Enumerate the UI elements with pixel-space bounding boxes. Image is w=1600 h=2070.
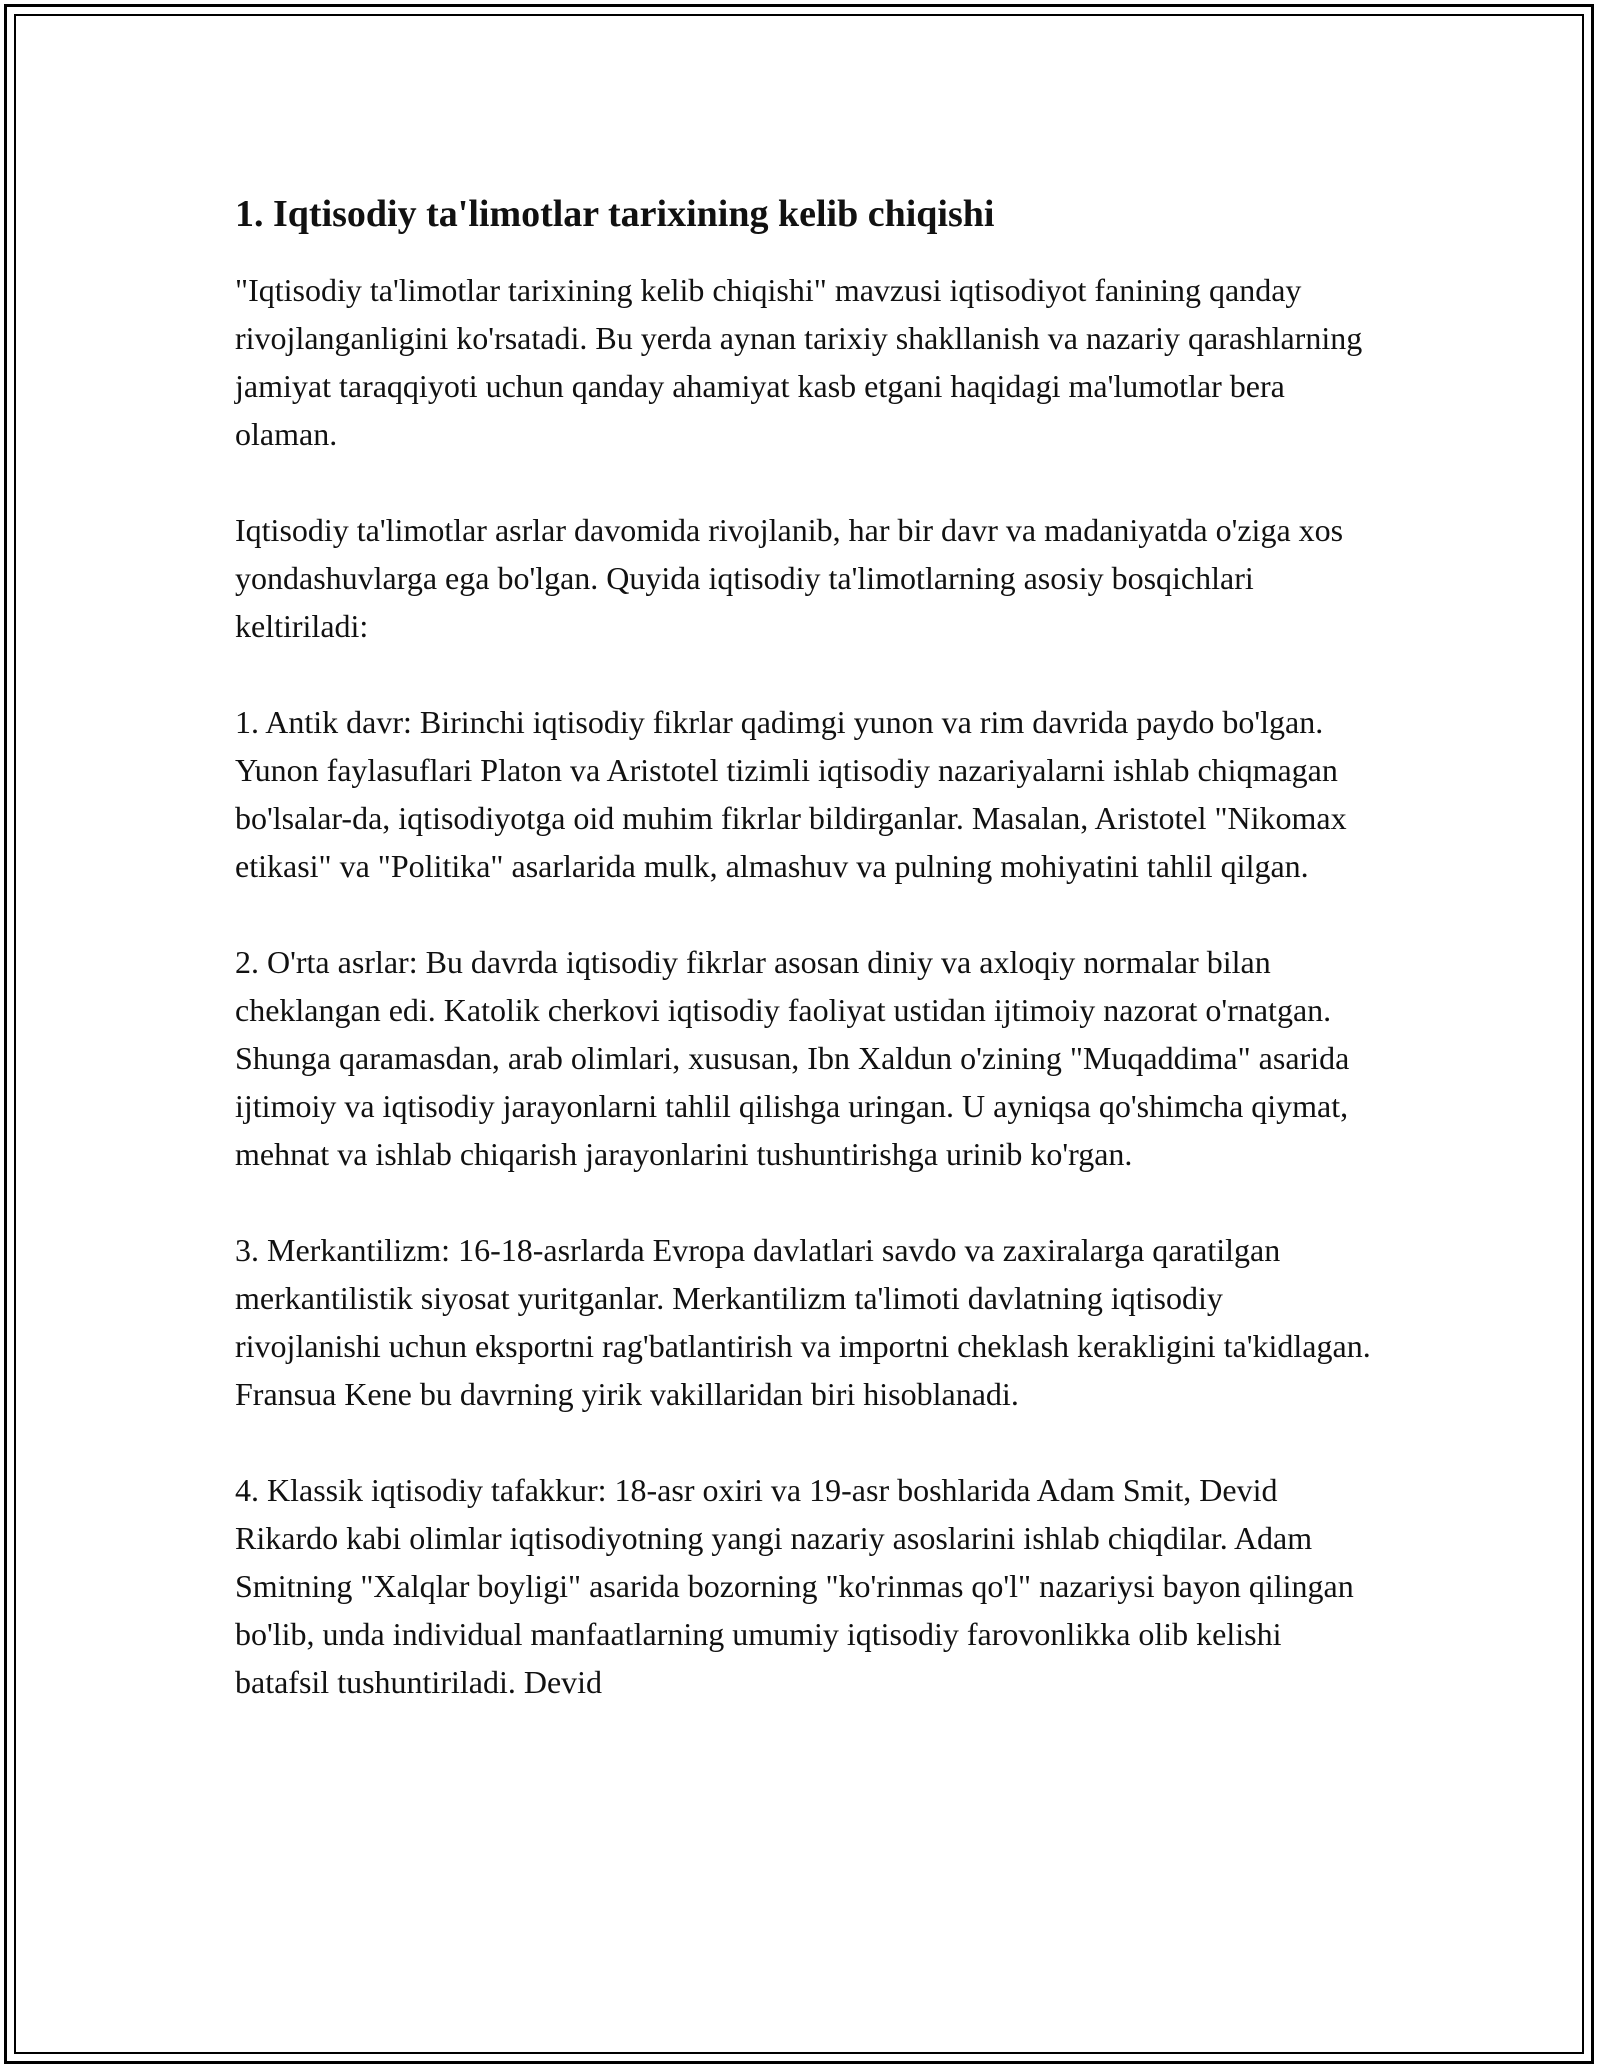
paragraph-classical: 4. Klassik iqtisodiy tafakkur: 18-asr oxiri va 19-asr boshlarida Adam Smit, Devid Rikardo kabi olimlar iqtisodiyotning yangi nazariy asoslarini ishlab chiqdilar. Adam Smitning "Xalqlar boyligi" asarida bozorning "ko'rinmas qo'l" nazariysi bayon qilingan bo'lib, unda individual manfaatlarning umumiy iqtisodiy farovonlikka olib kelishi batafsil tushuntiriladi. Devid (235, 1472, 1354, 1700)
paragraph-intro: "Iqtisodiy ta'limotlar tarixining kelib chiqishi" mavzusi iqtisodiyot fanining qanday rivojlanganligini ko'rsatadi. Bu yerda aynan tarixiy shakllanish va nazariy qarashlarning jamiyat taraqqiyoti uchun qanday ahamiyat kasb etgani haqidagi ma'lumotlar bera olaman. (235, 272, 1363, 452)
document-body (235, 188, 1375, 1706)
paragraph-middle-ages: 2. O'rta asrlar: Bu davrda iqtisodiy fikrlar asosan diniy va axloqiy normalar bilan cheklangan edi. Katolik cherkovi iqtisodiy faoliyat ustidan ijtimoiy nazorat o'rnatgan. Shunga qaramasdan, arab olimlari, xususan, Ibn Xaldun o'zining "Muqaddima" asarida ijtimoiy va iqtisodiy jarayonlarni tahlil qilishga uringan. U ayniqsa qo'shimcha qiymat, mehnat va ishlab chiqarish jarayonlarini tushuntirishga urinib ko'rgan. (235, 944, 1350, 1172)
paragraph-overview: Iqtisodiy ta'limotlar asrlar davomida rivojlanib, har bir davr va madaniyatda o'ziga xos yondashuvlarga ega bo'lgan. Quyida iqtisodiy ta'limotlarning asosiy bosqichlari keltiriladi: (235, 512, 1344, 644)
paragraph-antiquity: 1. Antik davr: Birinchi iqtisodiy fikrlar qadimgi yunon va rim davrida paydo bo'lgan. Yunon faylasuflari Platon va Aristotel tizimli iqtisodiy nazariyalarni ishlab chiqmagan bo'lsalar-da, iqtisodiyotga oid muhim fikrlar bildirganlar. Masalan, Aristotel "Nikomax etikasi" va "Politika" asarlarida mulk, almashuv va pulning mohiyatini tahlil qilgan. (235, 704, 1347, 884)
paragraph-mercantilism: 3. Merkantilizm: 16-18-asrlarda Evropa davlatlari savdo va zaxiralarga qaratilgan merkantilistik siyosat yuritganlar. Merkantilizm ta'limoti davlatning iqtisodiy rivojlanishi uchun eksportni rag'batlantirish va importni cheklash kerakligini ta'kidlagan. Fransua Kene bu davrning yirik vakillaridan biri hisoblanadi. (235, 1232, 1371, 1412)
document-title: 1. Iqtisodiy ta'limotlar tarixining kelib chiqishi (235, 193, 995, 235)
